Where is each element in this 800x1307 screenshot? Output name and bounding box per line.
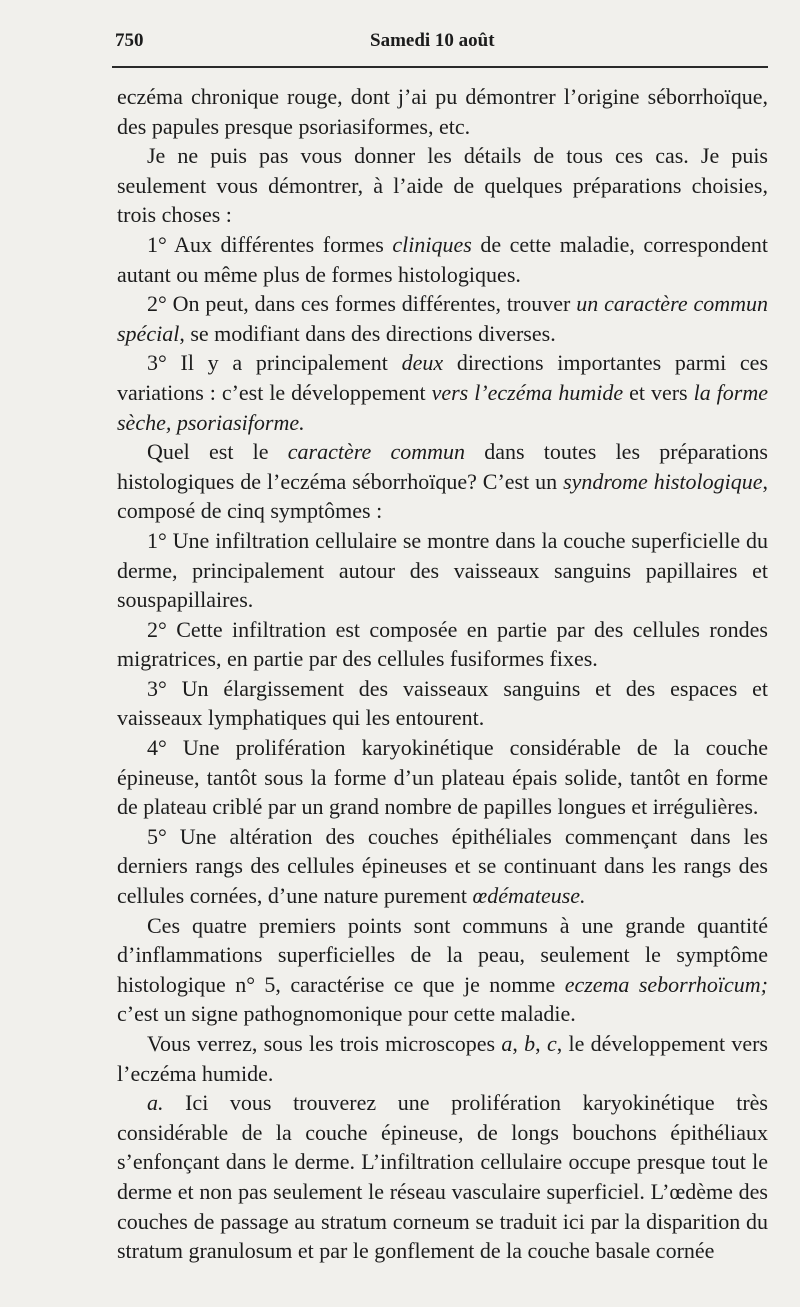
header-rule bbox=[112, 66, 768, 68]
paragraph: 4° Une prolifération karyokinétique considérable de la couche épineuse, tantôt sous la forme d’un plateau épais solide, tantôt en forme de plateau criblé par un grand nombre de papilles longues et irrégulières. bbox=[117, 735, 768, 820]
paragraph: Je ne puis pas vous donner les détails de tous ces cas. Je puis seulement vous démontrer, à l’aide de quelques préparations choisies, trois choses : bbox=[117, 143, 768, 228]
paragraph: 1° Aux différentes formes cliniques de cette maladie, correspondent autant ou même plus de formes histologiques. bbox=[117, 231, 768, 287]
paragraph: 5° Une altération des couches épithéliales commençant dans les derniers rangs des cellules épineuses et se continuant dans les rangs des cellules cornées, d’une nature purement œdémateuse. bbox=[117, 823, 768, 909]
paragraph: 3° Un élargissement des vaisseaux sanguins et des espaces et vaisseaux lymphatiques qui les entourent. bbox=[117, 675, 768, 731]
paragraph: 2° On peut, dans ces formes différentes, trouver un caractère commun spécial, se modifiant dans des directions diverses. bbox=[117, 291, 768, 346]
paragraph: 1° Une infiltration cellulaire se montre dans la couche superficielle du derme, principalement autour des vaisseaux sanguins papillaires et souspapillaires. bbox=[117, 527, 768, 613]
paragraph: Quel est le caractère commun dans toutes les préparations histologiques de l’eczéma séborrhoïque? C’est un syndrome histologique, composé de cinq symptômes : bbox=[117, 439, 768, 524]
paragraph: 3° Il y a principalement deux directions importantes parmi ces variations : c’est le développement vers l’eczéma humide et vers la forme sèche, psoriasiforme. bbox=[117, 350, 769, 435]
paragraph: eczéma chronique rouge, dont j’ai pu démontrer l’origine séborrhoïque, des papules presque psoriasiformes, etc. bbox=[117, 84, 768, 139]
body-text bbox=[117, 82, 768, 1266]
paragraph: 2° Cette infiltration est composée en partie par des cellules rondes migratrices, en partie par des cellules fusiformes fixes. bbox=[117, 616, 768, 672]
page-header bbox=[115, 30, 770, 58]
paragraph: Ces quatre premiers points sont communs à une grande quantité d’inflammations superficielles de la peau, seulement le symptôme histologique n° 5, caractérise ce que je nomme eczema seborrhoïcum; c’est un signe pathognomonique pour cette maladie. bbox=[117, 912, 769, 1027]
page-number: 750 bbox=[115, 30, 144, 51]
paragraph: Vous verrez, sous les trois microscopes a, b, c, le développement vers l’eczéma humide. bbox=[117, 1031, 768, 1086]
paragraph: a. Ici vous trouverez une prolifération karyokinétique très considérable de la couche épineuse, de longs bouchons épithéliaux s’enfonçant dans le derme. L’infiltration cellulaire occupe presque tout le derme et non pas seulement le réseau vasculaire superficiel. L’œdème des couches de passage au stratum corneum se traduit ici par la disparition du stratum granulosum et par le gonflement de la couche basale cornée bbox=[117, 1090, 768, 1264]
running-head: Samedi 10 août bbox=[370, 30, 495, 51]
